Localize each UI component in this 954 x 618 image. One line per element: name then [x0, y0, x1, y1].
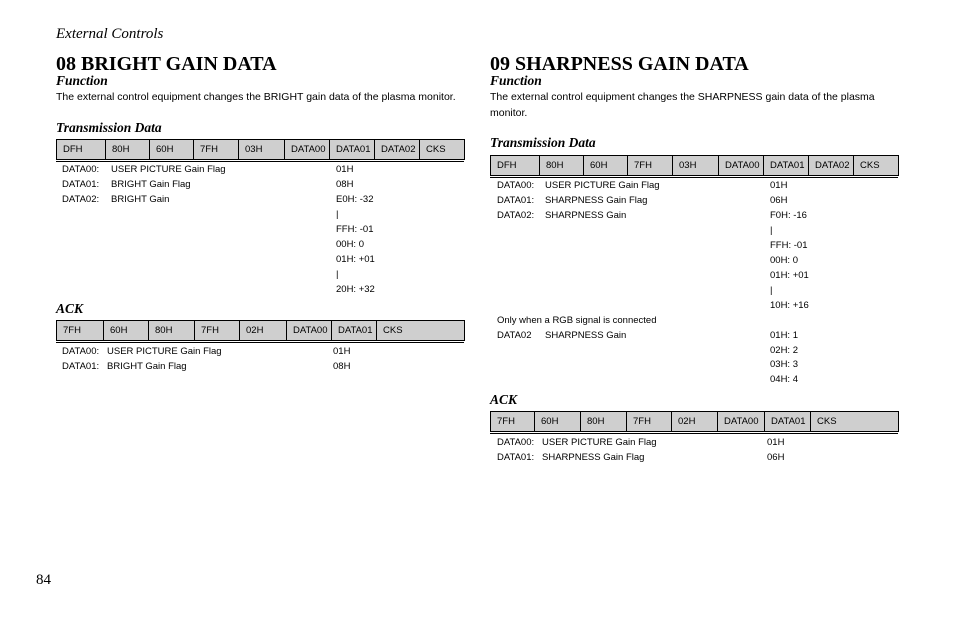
- byte-cell: 7FH: [627, 412, 672, 432]
- byte-cell: 60H: [584, 156, 628, 176]
- byte-cell: DATA00: [285, 140, 330, 160]
- row-desc: SHARPNESS Gain Flag: [542, 452, 645, 463]
- section-header: External Controls: [56, 26, 164, 42]
- row-value: 01H: [333, 346, 351, 357]
- byte-cell: 80H: [106, 140, 150, 160]
- row-value: |: [336, 269, 339, 280]
- byte-cell: 7FH: [57, 321, 104, 341]
- row-value: 01H: 1: [770, 330, 798, 341]
- row-value: 06H: [770, 195, 788, 206]
- page-number: 84: [36, 572, 51, 588]
- row-key: DATA00:: [62, 346, 100, 357]
- left-ack-label: ACK: [56, 301, 84, 316]
- row-desc: USER PICTURE Gain Flag: [107, 346, 222, 357]
- byte-cell: DATA00: [718, 412, 765, 432]
- left-ack-bytes: [56, 320, 465, 341]
- byte-cell: 7FH: [628, 156, 673, 176]
- right-ack-label: ACK: [490, 392, 518, 407]
- byte-cell: 80H: [149, 321, 195, 341]
- divider: [490, 433, 898, 434]
- byte-cell: 7FH: [491, 412, 535, 432]
- row-value: 08H: [336, 179, 354, 190]
- byte-cell: CKS: [377, 321, 465, 341]
- row-key: DATA01:: [62, 361, 100, 372]
- row-key: DATA02:: [497, 210, 535, 221]
- row-key: DATA02: [497, 330, 532, 341]
- byte-cell: 60H: [150, 140, 194, 160]
- byte-cell: DATA00: [287, 321, 332, 341]
- byte-cell: 03H: [239, 140, 285, 160]
- byte-cell: DFH: [57, 140, 106, 160]
- row-value: 02H: 2: [770, 345, 798, 356]
- right-ack-bytes: [490, 411, 899, 432]
- byte-cell: DFH: [491, 156, 540, 176]
- row-value: 01H: +01: [770, 270, 809, 281]
- byte-cell: DATA00: [719, 156, 764, 176]
- byte-cell: DATA01: [330, 140, 375, 160]
- row-value: |: [770, 285, 773, 296]
- left-function-label: Function: [56, 73, 108, 88]
- byte-cell: DATA01: [332, 321, 377, 341]
- byte-cell: 7FH: [194, 140, 239, 160]
- row-value: FFH: -01: [336, 224, 374, 235]
- row-value: F0H: -16: [770, 210, 807, 221]
- byte-cell: DATA02: [809, 156, 854, 176]
- row-desc: BRIGHT Gain: [111, 194, 170, 205]
- byte-cell: CKS: [854, 156, 899, 176]
- byte-cell: 60H: [535, 412, 581, 432]
- row-value: E0H: -32: [336, 194, 374, 205]
- left-transmission-bytes: [56, 139, 465, 160]
- divider: [56, 342, 464, 343]
- row-desc: USER PICTURE Gain Flag: [111, 164, 226, 175]
- right-transmission-label: Transmission Data: [490, 135, 596, 150]
- byte-cell: 02H: [672, 412, 718, 432]
- left-transmission-label: Transmission Data: [56, 120, 162, 135]
- byte-cell: DATA01: [765, 412, 811, 432]
- row-desc: USER PICTURE Gain Flag: [545, 180, 660, 191]
- left-function-text: The external control equipment changes the BRIGHT gain data of the plasma monitor.: [56, 91, 456, 103]
- row-value: |: [336, 209, 339, 220]
- divider: [490, 177, 898, 178]
- row-desc: SHARPNESS Gain Flag: [545, 195, 648, 206]
- row-value: 04H: 4: [770, 374, 798, 385]
- byte-cell: 02H: [240, 321, 287, 341]
- row-key: DATA00:: [497, 437, 535, 448]
- row-key: DATA02:: [62, 194, 100, 205]
- row-value: 20H: +32: [336, 284, 375, 295]
- row-key: DATA01:: [62, 179, 100, 190]
- row-key: DATA01:: [497, 195, 535, 206]
- row-value: 01H: +01: [336, 254, 375, 265]
- row-key: DATA00:: [497, 180, 535, 191]
- right-title: 09 SHARPNESS GAIN DATA: [490, 53, 749, 75]
- byte-cell: CKS: [420, 140, 465, 160]
- right-function-label: Function: [490, 73, 542, 88]
- row-value: 08H: [333, 361, 351, 372]
- row-value: 10H: +16: [770, 300, 809, 311]
- row-desc: USER PICTURE Gain Flag: [542, 437, 657, 448]
- right-function-text-line1: The external control equipment changes the SHARPNESS gain data of the plasma: [490, 91, 875, 103]
- divider: [56, 161, 464, 162]
- byte-cell: 80H: [581, 412, 627, 432]
- row-value: FFH: -01: [770, 240, 808, 251]
- row-key: DATA01:: [497, 452, 535, 463]
- row-value: 06H: [767, 452, 785, 463]
- byte-cell: 80H: [540, 156, 584, 176]
- rgb-note: Only when a RGB signal is connected: [497, 315, 657, 326]
- row-value: 03H: 3: [770, 359, 798, 370]
- row-desc: SHARPNESS Gain: [545, 210, 627, 221]
- left-title: 08 BRIGHT GAIN DATA: [56, 53, 277, 75]
- byte-cell: 60H: [104, 321, 149, 341]
- byte-cell: 03H: [673, 156, 719, 176]
- row-value: 00H: 0: [770, 255, 798, 266]
- right-function-text-line2: monitor.: [490, 107, 528, 119]
- row-value: 00H: 0: [336, 239, 364, 250]
- row-key: DATA00:: [62, 164, 100, 175]
- byte-cell: DATA02: [375, 140, 420, 160]
- row-desc: BRIGHT Gain Flag: [111, 179, 191, 190]
- row-value: 01H: [336, 164, 354, 175]
- byte-cell: 7FH: [195, 321, 240, 341]
- row-value: 01H: [767, 437, 785, 448]
- byte-cell: DATA01: [764, 156, 809, 176]
- right-transmission-bytes: [490, 155, 899, 176]
- row-value: 01H: [770, 180, 788, 191]
- row-value: |: [770, 225, 773, 236]
- row-desc: SHARPNESS Gain: [545, 330, 627, 341]
- row-desc: BRIGHT Gain Flag: [107, 361, 187, 372]
- byte-cell: CKS: [811, 412, 899, 432]
